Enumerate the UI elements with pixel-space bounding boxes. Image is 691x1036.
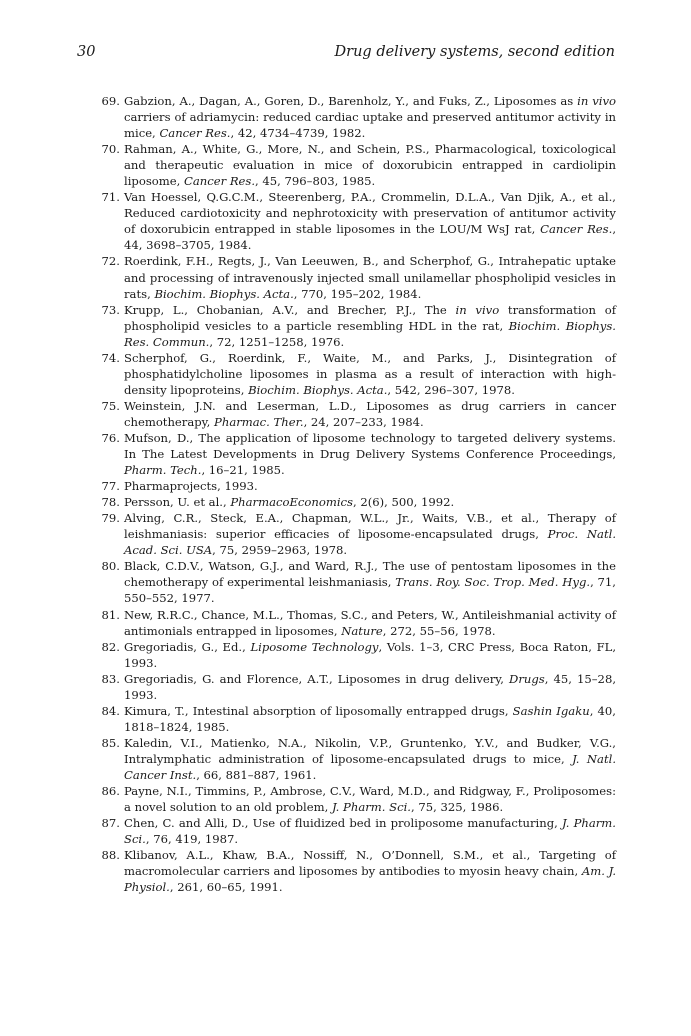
reference-item	[94, 558, 616, 606]
reference-number: 80.	[101, 559, 120, 574]
reference-number: 78.	[101, 495, 120, 510]
reference-item	[94, 639, 616, 671]
reference-italic-text: Cancer Res.	[183, 174, 256, 189]
reference-text: , Vols. 1–3, CRC Press, Boca Raton, FL, 1993.	[124, 639, 617, 670]
reference-item	[94, 783, 616, 815]
reference-item	[94, 141, 616, 189]
reference-italic-text: Biochim. Biophys. Res. Commun.	[124, 318, 616, 349]
reference-item	[94, 253, 616, 301]
reference-italic-text: Trans. Roy. Soc. Trop. Med. Hyg.	[395, 575, 591, 590]
reference-text: , 542, 296–307, 1978.	[387, 382, 515, 397]
reference-text: Roerdink, F.H., Regts, J., Van Leeuwen, B., and Scherphof, G., Intrahepatic uptake and processing of intravenously injected small unilamellar phospholipid vesicles in rats,	[124, 254, 616, 301]
reference-italic-text: J. Pharm. Sci.	[124, 816, 616, 847]
reference-item	[94, 478, 616, 494]
reference-italic-text: Proc. Natl. Acad. Sci. USA	[124, 527, 617, 558]
reference-text: , 76, 419, 1987.	[145, 832, 239, 847]
reference-number: 71.	[101, 190, 120, 205]
reference-item	[94, 302, 616, 350]
reference-italic-text: J. Natl. Cancer Inst.	[124, 751, 617, 782]
reference-text: , 45, 15–28, 1993.	[124, 671, 616, 702]
reference-text: Black, C.D.V., Watson, G.J., and Ward, R.J., The use of pentostam liposomes in the chemotherapy of experimental leishmaniasis,	[124, 559, 616, 590]
reference-number: 87.	[101, 816, 120, 831]
reference-text: , 42, 4734–4739, 1982.	[230, 126, 366, 141]
reference-number: 70.	[101, 142, 120, 157]
reference-italic-text: Biochim. Biophys. Acta.	[248, 382, 388, 397]
reference-italic-text: Am. J. Physiol.	[124, 864, 617, 895]
reference-text: New, R.R.C., Chance, M.L., Thomas, S.C., and Peters, W., Antileishmanial activity of antimonials entrapped in liposomes,	[124, 607, 616, 638]
reference-text: carriers of adriamycin: reduced cardiac uptake and preserved antitumor activity in mice,	[124, 110, 616, 141]
reference-number: 84.	[101, 703, 120, 718]
running-title: Drug delivery systems, second edition	[334, 44, 615, 60]
reference-text: , 261, 60–65, 1991.	[169, 880, 283, 895]
reference-number: 77.	[101, 479, 120, 494]
reference-number: 79.	[101, 511, 120, 526]
reference-italic-text: Pharmac. Ther.	[214, 414, 304, 429]
reference-text: Kaledin, V.I., Matienko, N.A., Nikolin, V.P., Gruntenko, Y.V., and Budker, V.G., Intralymphatic administration of liposome-encapsulated drugs to mice,	[124, 735, 616, 766]
reference-italic-text: PharmacoEconomics	[230, 495, 353, 510]
reference-item	[94, 189, 616, 253]
reference-item	[94, 350, 616, 398]
reference-text: , 40, 1818–1824, 1985.	[124, 703, 616, 734]
reference-text: Kimura, T., Intestinal absorption of liposomally entrapped drugs,	[124, 703, 513, 718]
reference-item	[94, 494, 616, 510]
reference-item	[94, 735, 616, 783]
reference-text: , 75, 325, 1986.	[410, 800, 504, 815]
reference-text: Payne, N.I., Timmins, P., Ambrose, C.V., Ward, M.D., and Ridgway, F., Proliposomes: a novel solution to an old problem,	[124, 784, 616, 815]
reference-text: Klibanov, A.L., Khaw, B.A., Nossiff, N., O’Donnell, S.M., et al., Targeting of macromolecular carriers and liposomes by antibodies to myosin heavy chain,	[124, 848, 616, 879]
reference-item	[94, 510, 616, 558]
reference-number: 83.	[101, 671, 120, 686]
reference-number: 88.	[101, 848, 120, 863]
reference-number: 72.	[101, 254, 120, 269]
reference-text: Weinstein, J.N. and Leserman, L.D., Liposomes as drug carriers in cancer chemotherapy,	[124, 398, 616, 429]
reference-text: , 24, 207–233, 1984.	[303, 414, 424, 429]
reference-italic-text: Liposome Technology	[250, 639, 379, 654]
reference-text: Chen, C. and Alli, D., Use of fluidized bed in proliposome manufacturing,	[124, 816, 562, 831]
reference-text: Gabzion, A., Dagan, A., Goren, D., Barenholz, Y., and Fuks, Z., Liposomes as	[124, 94, 578, 108]
reference-text: , 66, 881–887, 1961.	[196, 767, 317, 782]
reference-item	[94, 93, 616, 141]
reference-item	[94, 847, 616, 895]
reference-italic-text: Biochim. Biophys. Acta.	[154, 286, 294, 301]
reference-text: , 16–21, 1985.	[201, 463, 285, 478]
reference-number: 74.	[101, 350, 120, 365]
reference-italic-text: Cancer Res.	[159, 126, 231, 141]
page-number: 30	[77, 44, 96, 60]
reference-text: , 75, 2959–2963, 1978.	[212, 543, 348, 558]
reference-number: 76.	[101, 430, 120, 445]
reference-item	[94, 430, 616, 478]
reference-item	[94, 671, 616, 703]
reference-italic-text: Cancer Res.	[540, 222, 613, 237]
reference-number: 86.	[101, 784, 120, 799]
reference-italic-text: J. Pharm. Sci.	[331, 800, 411, 815]
reference-italic-text: in vivo	[455, 302, 500, 317]
reference-text: Scherphof, G., Roerdink, F., Waite, M., and Parks, J., Disintegration of phosphatidylcholine liposomes in plasma as a result of interaction with high-density lipoproteins,	[124, 350, 616, 397]
reference-text: Persson, U. et al.,	[124, 495, 231, 510]
reference-text: , 44, 3698–3705, 1984.	[124, 222, 616, 253]
reference-italic-text: in vivo	[577, 94, 616, 108]
reference-item	[94, 815, 616, 847]
reference-number: 82.	[101, 639, 120, 654]
reference-text: , 71, 550–552, 1977.	[124, 575, 616, 606]
reference-text: Rahman, A., White, G., More, N., and Schein, P.S., Pharmacological, toxicological and therapeutic evaluation in mice of doxorubicin entrapped in cardiolipin liposome,	[124, 142, 616, 189]
reference-italic-text: Nature	[341, 623, 383, 638]
reference-text: Gregoriadis, G., Ed.,	[124, 639, 251, 654]
reference-text: Gregoriadis, G. and Florence, A.T., Liposomes in drug delivery,	[124, 671, 510, 686]
reference-text: , 2(6), 500, 1992.	[353, 495, 455, 510]
reference-text: , 72, 1251–1258, 1976.	[209, 334, 345, 349]
reference-text: , 272, 55–56, 1978.	[382, 623, 496, 638]
reference-number: 85.	[101, 735, 120, 750]
reference-text: Pharmaprojects, 1993.	[124, 479, 258, 494]
reference-text: Mufson, D., The application of liposome technology to targeted delivery systems. In The Latest Developments in Drug Delivery Systems Conference Proceedings,	[124, 430, 616, 462]
reference-italic-text: Sashin Igaku	[512, 703, 590, 718]
reference-item	[94, 607, 616, 639]
reference-number: 73.	[101, 302, 120, 317]
reference-text: Krupp, L., Chobanian, A.V., and Brecher, P.J., The	[124, 302, 456, 317]
reference-number: 75.	[101, 398, 120, 413]
reference-item	[94, 398, 616, 430]
reference-number: 81.	[101, 607, 120, 622]
reference-list	[94, 93, 616, 895]
reference-italic-text: Pharm. Tech.	[124, 463, 202, 478]
reference-italic-text: Drugs	[509, 671, 545, 686]
reference-text: Van Hoessel, Q.G.C.M., Steerenberg, P.A., Crommelin, D.L.A., Van Djik, A., et al., Reduced cardiotoxicity and nephrotoxicity with preservation of antitumor activity of doxorubicin entrapped in stable liposomes in the LOU/M WsJ rat,	[124, 190, 616, 237]
reference-text: Alving, C.R., Steck, E.A., Chapman, W.L., Jr., Waits, V.B., et al., Therapy of leishmaniasis: superior efficacies of liposome-encapsulated drugs,	[124, 511, 616, 542]
page-header	[77, 44, 615, 64]
reference-number: 69.	[101, 94, 120, 108]
reference-text: , 45, 796–803, 1985.	[255, 174, 376, 189]
reference-item	[94, 703, 616, 735]
reference-text: transformation of phospholipid vesicles to a particle resembling HDL in the rat,	[124, 302, 616, 333]
reference-text: , 770, 195–202, 1984.	[293, 286, 422, 301]
